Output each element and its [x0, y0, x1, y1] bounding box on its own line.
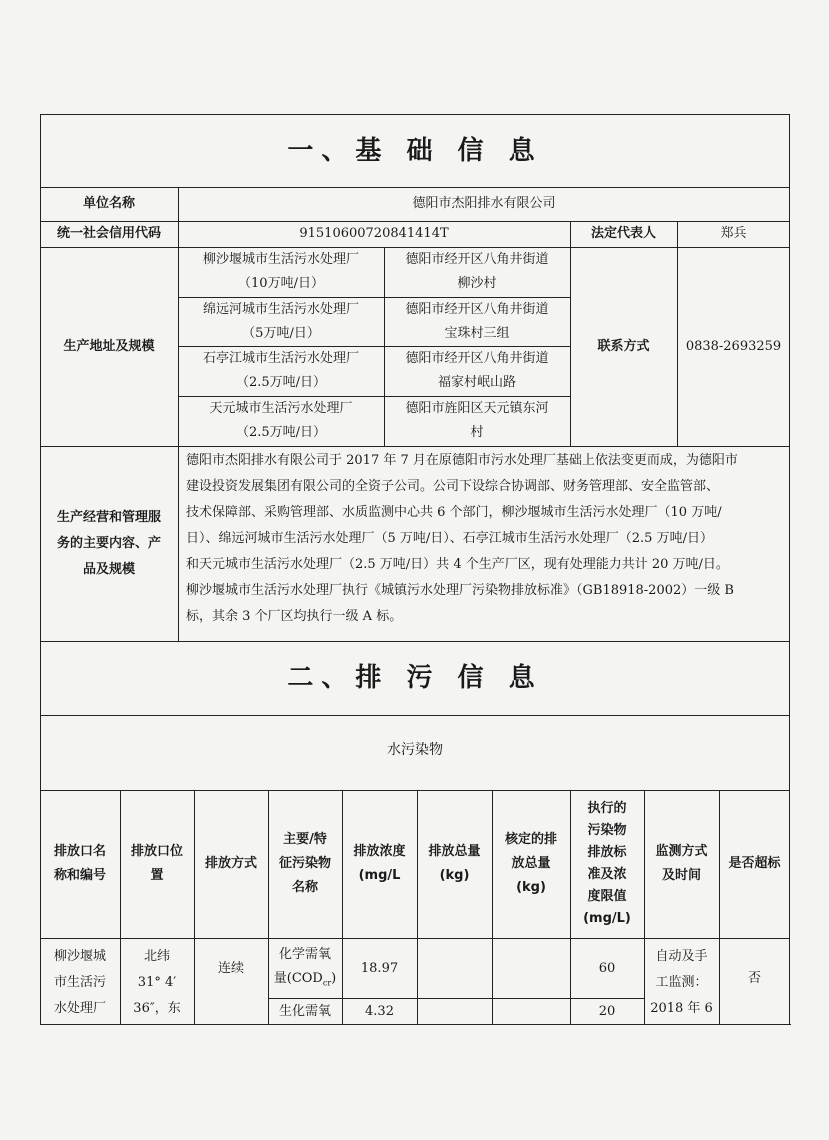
contact-label: 联系方式	[597, 338, 650, 354]
plant-address: 德阳市经开区八角井街道 福家村岷山路	[405, 351, 549, 390]
outlet-name-value: 柳沙堰城 市生活污 水处理厂	[53, 949, 106, 1016]
header-pollutant: 主要/特 征污染物 名称	[278, 832, 331, 895]
concentration-bod: 4.32	[365, 1004, 394, 1019]
plant-name: 天元城市生活污水处理厂 （2.5万吨/日）	[209, 401, 353, 440]
plant-name: 绵远河城市生活污水处理厂 （5万吨/日）	[202, 301, 359, 341]
header-monitoring: 监测方式 及时间	[655, 844, 708, 883]
limit-cod: 60	[598, 961, 616, 976]
header-exceed: 是否超标	[728, 856, 781, 871]
plant-address: 德阳市旌阳区天元镇东河 村	[405, 401, 549, 440]
business-label: 生产经营和管理服 务的主要内容、产 品及规模	[56, 509, 161, 577]
limit-bod: 20	[598, 1004, 616, 1019]
plant-address: 德阳市经开区八角井街道 宝珠村三组	[405, 301, 549, 341]
header-discharge-method: 排放方式	[204, 856, 257, 871]
exceed-value: 否	[747, 971, 761, 986]
plant-name: 柳沙堰城市生活污水处理厂 （10万吨/日）	[202, 252, 359, 291]
header-approved-total: 核定的排 放总量 (kg)	[504, 832, 557, 895]
header-outlet-name: 排放口名 称和编号	[53, 844, 106, 883]
monitoring-value: 自动及手 工监测： 2018 年 6	[650, 949, 713, 1016]
plant-name: 石亭江城市生活污水处理厂 （2.5万吨/日）	[202, 351, 359, 390]
credit-code-value: 91510600720841414T	[299, 226, 449, 241]
concentration-cod: 18.97	[360, 961, 399, 976]
unit-name-label: 单位名称	[82, 196, 135, 211]
section2-subtitle: 水污染物	[387, 742, 443, 758]
legal-rep-label: 法定代表人	[590, 226, 656, 241]
legal-rep-value: 郑兵	[720, 226, 747, 241]
header-concentration: 排放浓度 (mg/L	[353, 844, 406, 883]
unit-name-value: 德阳市杰阳排水有限公司	[412, 196, 556, 211]
discharge-method-value: 连续	[217, 961, 244, 976]
section2-title: 二、排 污 信 息	[287, 663, 543, 693]
header-standard-limit: 执行的 污染物 排放标 准及浓 度限值 (mg/L)	[583, 801, 631, 926]
pollutant-cod: 化学需氧 量$(COD_{cr})$	[273, 946, 337, 988]
header-outlet-position: 排放口位 置	[130, 844, 183, 883]
production-label: 生产地址及规模	[63, 338, 155, 354]
credit-code-label: 统一社会信用代码	[56, 226, 161, 241]
page-bottom-margin	[0, 1024, 829, 1140]
header-total: 排放总量 (kg)	[428, 844, 481, 883]
section1-title: 一、基 础 信 息	[287, 135, 543, 166]
outlet-position-value: 北纬 31° 4′ 36″，东	[133, 949, 181, 1016]
pollutant-bod: 生化需氧	[278, 1004, 331, 1019]
plant-address: 德阳市经开区八角井街道 柳沙村	[405, 252, 549, 291]
contact-value: 0838-2693259	[685, 338, 782, 354]
business-description: 德阳市杰阳排水有限公司于 2017 年 7 月在原德阳市污水处理厂基础上依法变更而成，为德阳市 建设投资发展集团有限公司的全资子公司。公司下设综合协调部、财务管理部、安全监管部、 技术保障部、采购管理部、水质监测中心共 6 个部门，柳沙堰城市生活污水处理厂（10 万吨/ 日）、绵远河城市生活污水处理厂（5 万吨/日）、石亭江城市生活污水处理厂（2.5 万吨/日） 和天元城市生活污水处理厂（2.5 万吨/日）共 4 个生产厂区，现有处理能力共计 20 万吨/日。 柳沙堰城市生活污水处理厂执行《城镇污水处理厂污染物排放标准》（GB18918-2002）一级 B 标，其余 3 个厂区均执行一级 A 标。	[186, 453, 738, 624]
